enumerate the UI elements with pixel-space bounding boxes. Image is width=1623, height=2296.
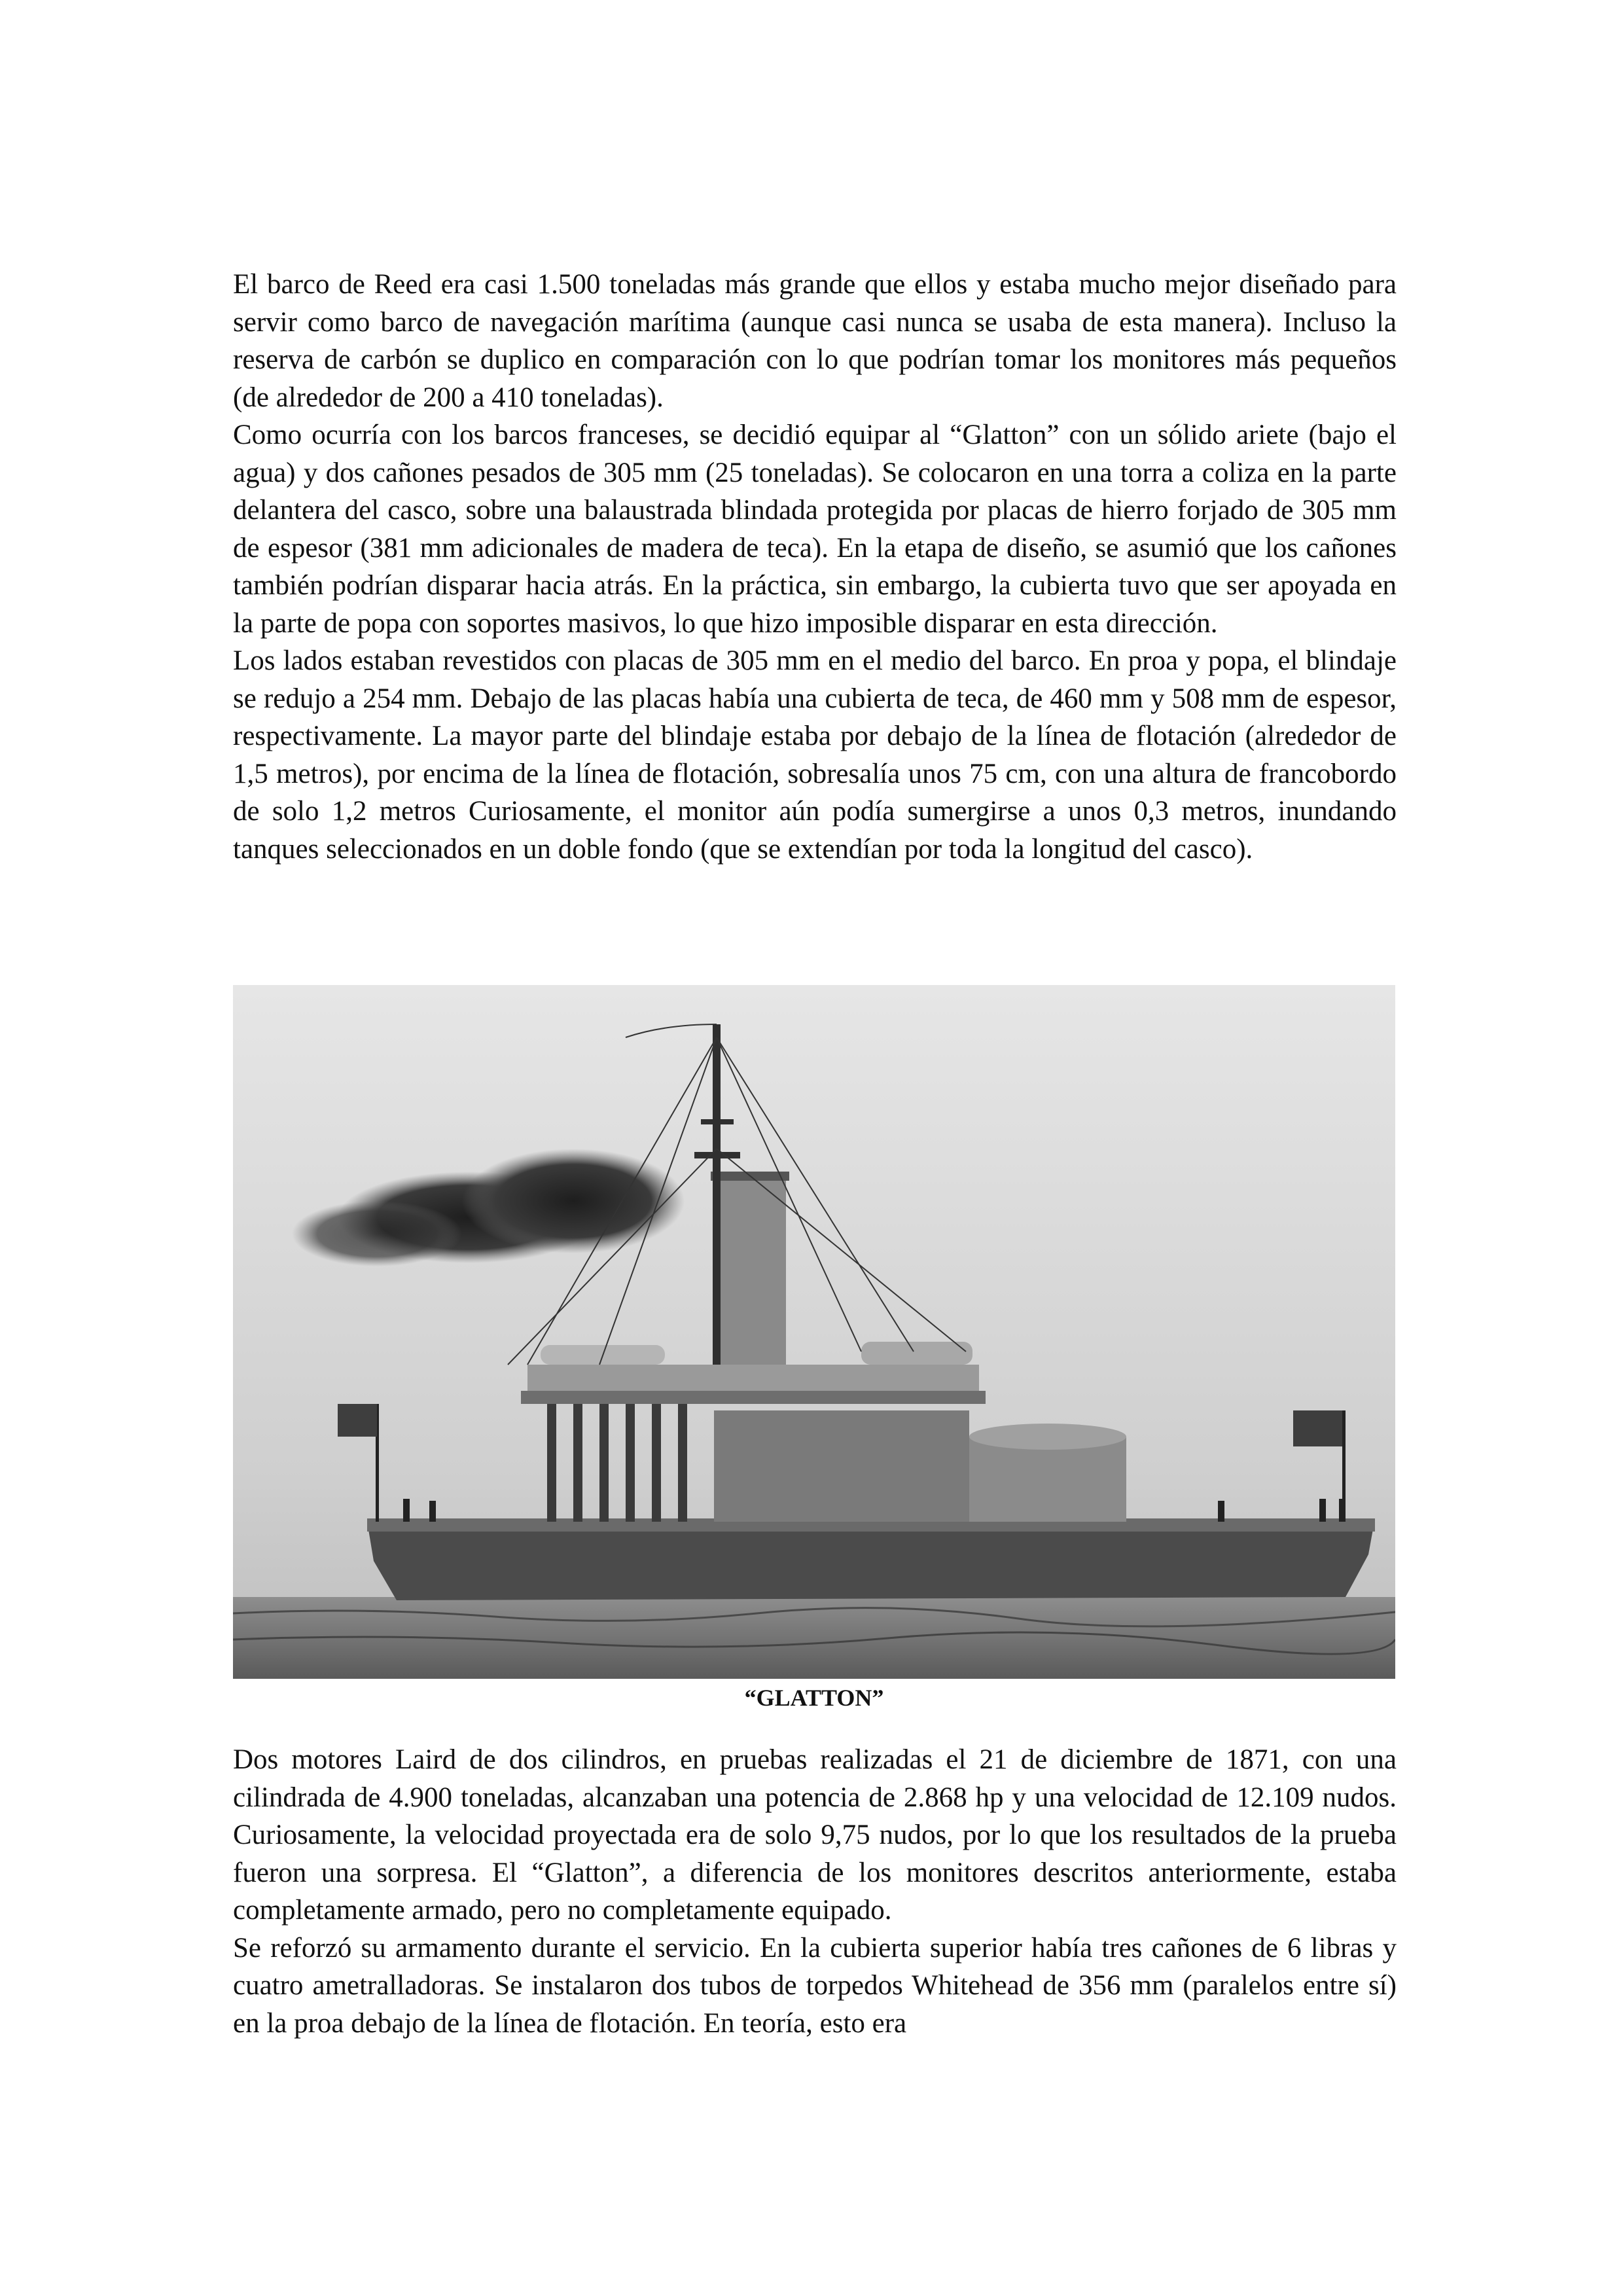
body-text-top	[233, 266, 1397, 868]
paragraph: Se reforzó su armamento durante el servicio. En la cubierta superior había tres cañones de 6 libras y cuatro ametralladoras. Se instalaron dos tubos de torpedos Whitehead de 356 mm (paralelos entre sí) en la proa debajo de la línea de flotación. En teoría, esto era	[233, 1932, 1397, 2039]
body-text-bottom	[233, 1741, 1397, 2042]
glatton-ship-engraving	[233, 985, 1395, 1679]
figure-caption: “GLATTON”	[744, 1685, 884, 1711]
paragraph: Como ocurría con los barcos franceses, se decidió equipar al “Glatton” con un sólido ariete (bajo el agua) y dos cañones pesados de 305 mm (25 toneladas). Se colocaron en una torra a coliza en la parte delantera del casco, sobre una balaustrada blindada protegida por placas de hierro forjado de 305 mm de espesor (381 mm adicionales de madera de teca). En la etapa de diseño, se asumió que los cañones también podrían disparar hacia atrás. En la práctica, sin embargo, la cubierta tuvo que ser apoyada en la parte de popa con soportes masivos, lo que hizo imposible disparar en esta dirección.	[233, 420, 1397, 639]
paragraph: Los lados estaban revestidos con placas de 305 mm en el medio del barco. En proa y popa, el blindaje se redujo a 254 mm. Debajo de las placas había una cubierta de teca, de 460 mm y 508 mm de espesor, respectivamente. La mayor parte del blindaje estaba por debajo de la línea de flotación (alrededor de 1,5 metros), por encima de la línea de flotación, sobresalía unos 75 cm, con una altura de francobordo de solo 1,2 metros Curiosamente, el monitor aún podía sumergirse a unos 0,3 metros, inundando tanques seleccionados en un doble fondo (que se extendían por toda la longitud del casco).	[233, 645, 1397, 865]
ship-illustration	[233, 985, 1395, 1679]
paragraph: El barco de Reed era casi 1.500 toneladas más grande que ellos y estaba mucho mejor diseñado para servir como barco de navegación marítima (aunque casi nunca se usaba de esta manera). Incluso la reserva de carbón se duplico en comparación con lo que podrían tomar los monitores más pequeños (de alrededor de 200 a 410 toneladas).	[233, 269, 1397, 413]
paragraph: Dos motores Laird de dos cilindros, en pruebas realizadas el 21 de diciembre de 1871, con una cilindrada de 4.900 toneladas, alcanzaban una potencia de 2.868 hp y una velocidad de 12.109 nudos. Curiosamente, la velocidad proyectada era de solo 9,75 nudos, por lo que los resultados de la prueba fueron una sorpresa. El “Glatton”, a diferencia de los monitores descritos anteriormente, estaba completamente armado, pero no completamente equipado.	[233, 1744, 1397, 1926]
